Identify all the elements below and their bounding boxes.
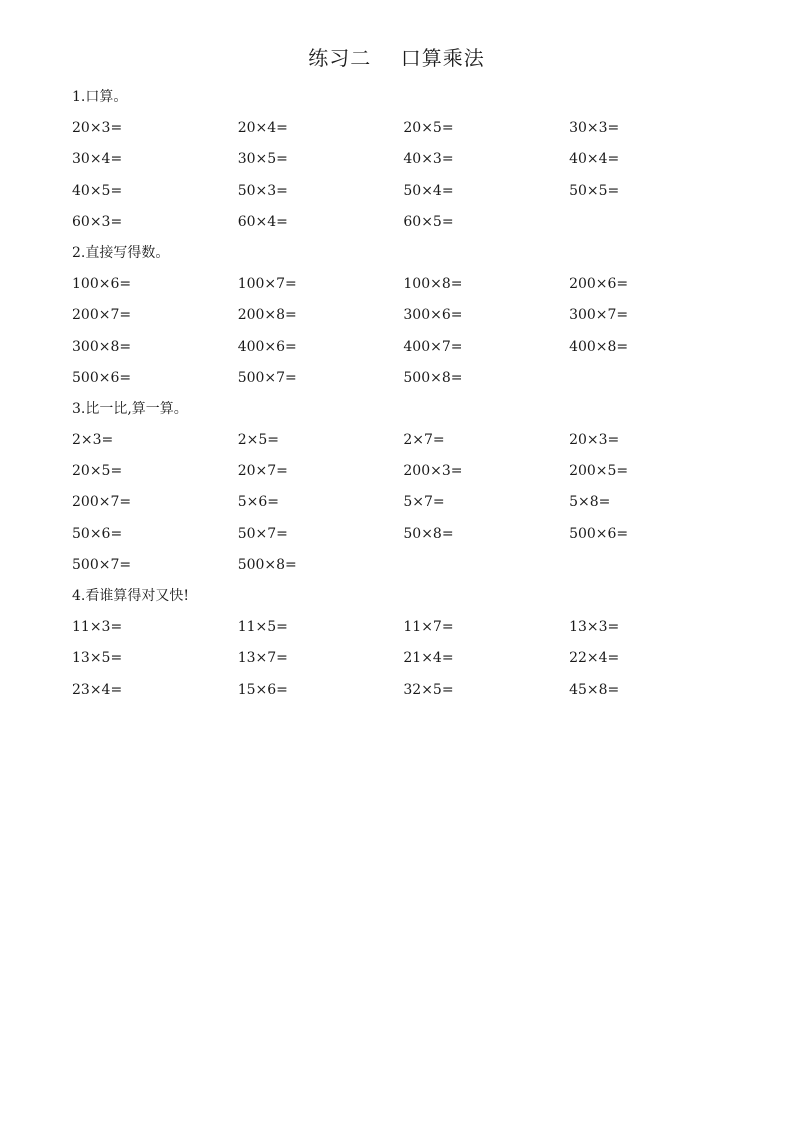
math-problem: 23×4= bbox=[72, 681, 123, 698]
worksheet-content bbox=[72, 82, 752, 706]
math-problem: 400×6= bbox=[237, 338, 297, 355]
problem-row bbox=[72, 612, 752, 643]
math-problem: 300×8= bbox=[72, 338, 132, 355]
section-heading: 4.看谁算得对又快! bbox=[72, 588, 189, 604]
math-problem: 200×7= bbox=[72, 307, 132, 324]
math-problem: 500×7= bbox=[72, 556, 132, 573]
math-problem: 20×3= bbox=[72, 120, 123, 137]
math-problem: 100×7= bbox=[237, 276, 297, 293]
math-problem: 45×8= bbox=[569, 681, 620, 698]
math-problem: 100×8= bbox=[403, 276, 463, 293]
math-problem: 500×8= bbox=[237, 556, 297, 573]
math-problem: 40×3= bbox=[403, 151, 454, 168]
math-problem: 20×7= bbox=[237, 463, 288, 480]
math-problem: 40×4= bbox=[569, 151, 620, 168]
math-problem: 40×5= bbox=[72, 182, 123, 199]
math-problem: 60×3= bbox=[72, 213, 123, 230]
math-problem: 200×7= bbox=[72, 494, 132, 511]
math-problem: 11×3= bbox=[72, 619, 123, 636]
problem-row bbox=[72, 675, 752, 706]
problem-row bbox=[72, 300, 752, 331]
math-problem: 20×4= bbox=[237, 120, 288, 137]
math-problem: 50×3= bbox=[237, 182, 288, 199]
math-problem: 100×6= bbox=[72, 276, 132, 293]
math-problem: 30×5= bbox=[237, 151, 288, 168]
math-problem: 300×7= bbox=[569, 307, 629, 324]
math-problem: 5×6= bbox=[237, 494, 279, 511]
math-problem: 21×4= bbox=[403, 650, 454, 667]
math-problem: 500×6= bbox=[569, 525, 629, 542]
math-problem: 200×8= bbox=[237, 307, 297, 324]
math-problem: 500×8= bbox=[403, 369, 463, 386]
math-problem: 15×6= bbox=[237, 681, 288, 698]
math-problem: 20×5= bbox=[72, 463, 123, 480]
math-problem: 500×7= bbox=[237, 369, 297, 386]
math-problem: 200×3= bbox=[403, 463, 463, 480]
problem-row bbox=[72, 144, 752, 175]
math-problem: 400×8= bbox=[569, 338, 629, 355]
section-heading: 1.口算。 bbox=[72, 89, 128, 105]
math-problem: 2×5= bbox=[237, 432, 279, 449]
math-problem: 50×8= bbox=[403, 525, 454, 542]
math-problem: 60×5= bbox=[403, 213, 454, 230]
math-problem: 30×4= bbox=[72, 151, 123, 168]
problem-row bbox=[72, 207, 752, 238]
math-problem: 11×5= bbox=[237, 619, 288, 636]
math-problem: 2×3= bbox=[72, 432, 114, 449]
problem-row bbox=[72, 643, 752, 674]
math-problem: 13×7= bbox=[237, 650, 288, 667]
math-problem: 50×7= bbox=[237, 525, 288, 542]
problem-row bbox=[72, 487, 752, 518]
math-problem: 300×6= bbox=[403, 307, 463, 324]
problem-row bbox=[72, 363, 752, 394]
problem-row bbox=[72, 550, 752, 581]
math-problem: 60×4= bbox=[237, 213, 288, 230]
math-problem: 20×3= bbox=[569, 432, 620, 449]
math-problem: 30×3= bbox=[569, 120, 620, 137]
page-title: 练习二 口算乘法 bbox=[308, 46, 485, 70]
math-problem: 11×7= bbox=[403, 619, 454, 636]
problem-row bbox=[72, 425, 752, 456]
math-problem: 200×5= bbox=[569, 463, 629, 480]
math-problem: 400×7= bbox=[403, 338, 463, 355]
math-problem: 2×7= bbox=[403, 432, 445, 449]
math-problem: 13×3= bbox=[569, 619, 620, 636]
math-problem: 50×4= bbox=[403, 182, 454, 199]
section-heading: 2.直接写得数。 bbox=[72, 244, 170, 261]
math-problem: 13×5= bbox=[72, 650, 123, 667]
problem-row bbox=[72, 519, 752, 550]
problem-row bbox=[72, 113, 752, 144]
math-problem: 50×6= bbox=[72, 525, 123, 542]
problem-row bbox=[72, 456, 752, 487]
problem-row bbox=[72, 269, 752, 300]
problem-row bbox=[72, 332, 752, 363]
math-problem: 500×6= bbox=[72, 369, 132, 386]
math-problem: 5×8= bbox=[569, 494, 611, 511]
math-problem: 22×4= bbox=[569, 650, 620, 667]
math-problem: 20×5= bbox=[403, 120, 454, 137]
math-problem: 32×5= bbox=[403, 681, 454, 698]
math-problem: 5×7= bbox=[403, 494, 445, 511]
math-problem: 50×5= bbox=[569, 182, 620, 199]
section-heading: 3.比一比,算一算。 bbox=[72, 400, 188, 417]
math-problem: 200×6= bbox=[569, 276, 629, 293]
problem-row bbox=[72, 176, 752, 207]
